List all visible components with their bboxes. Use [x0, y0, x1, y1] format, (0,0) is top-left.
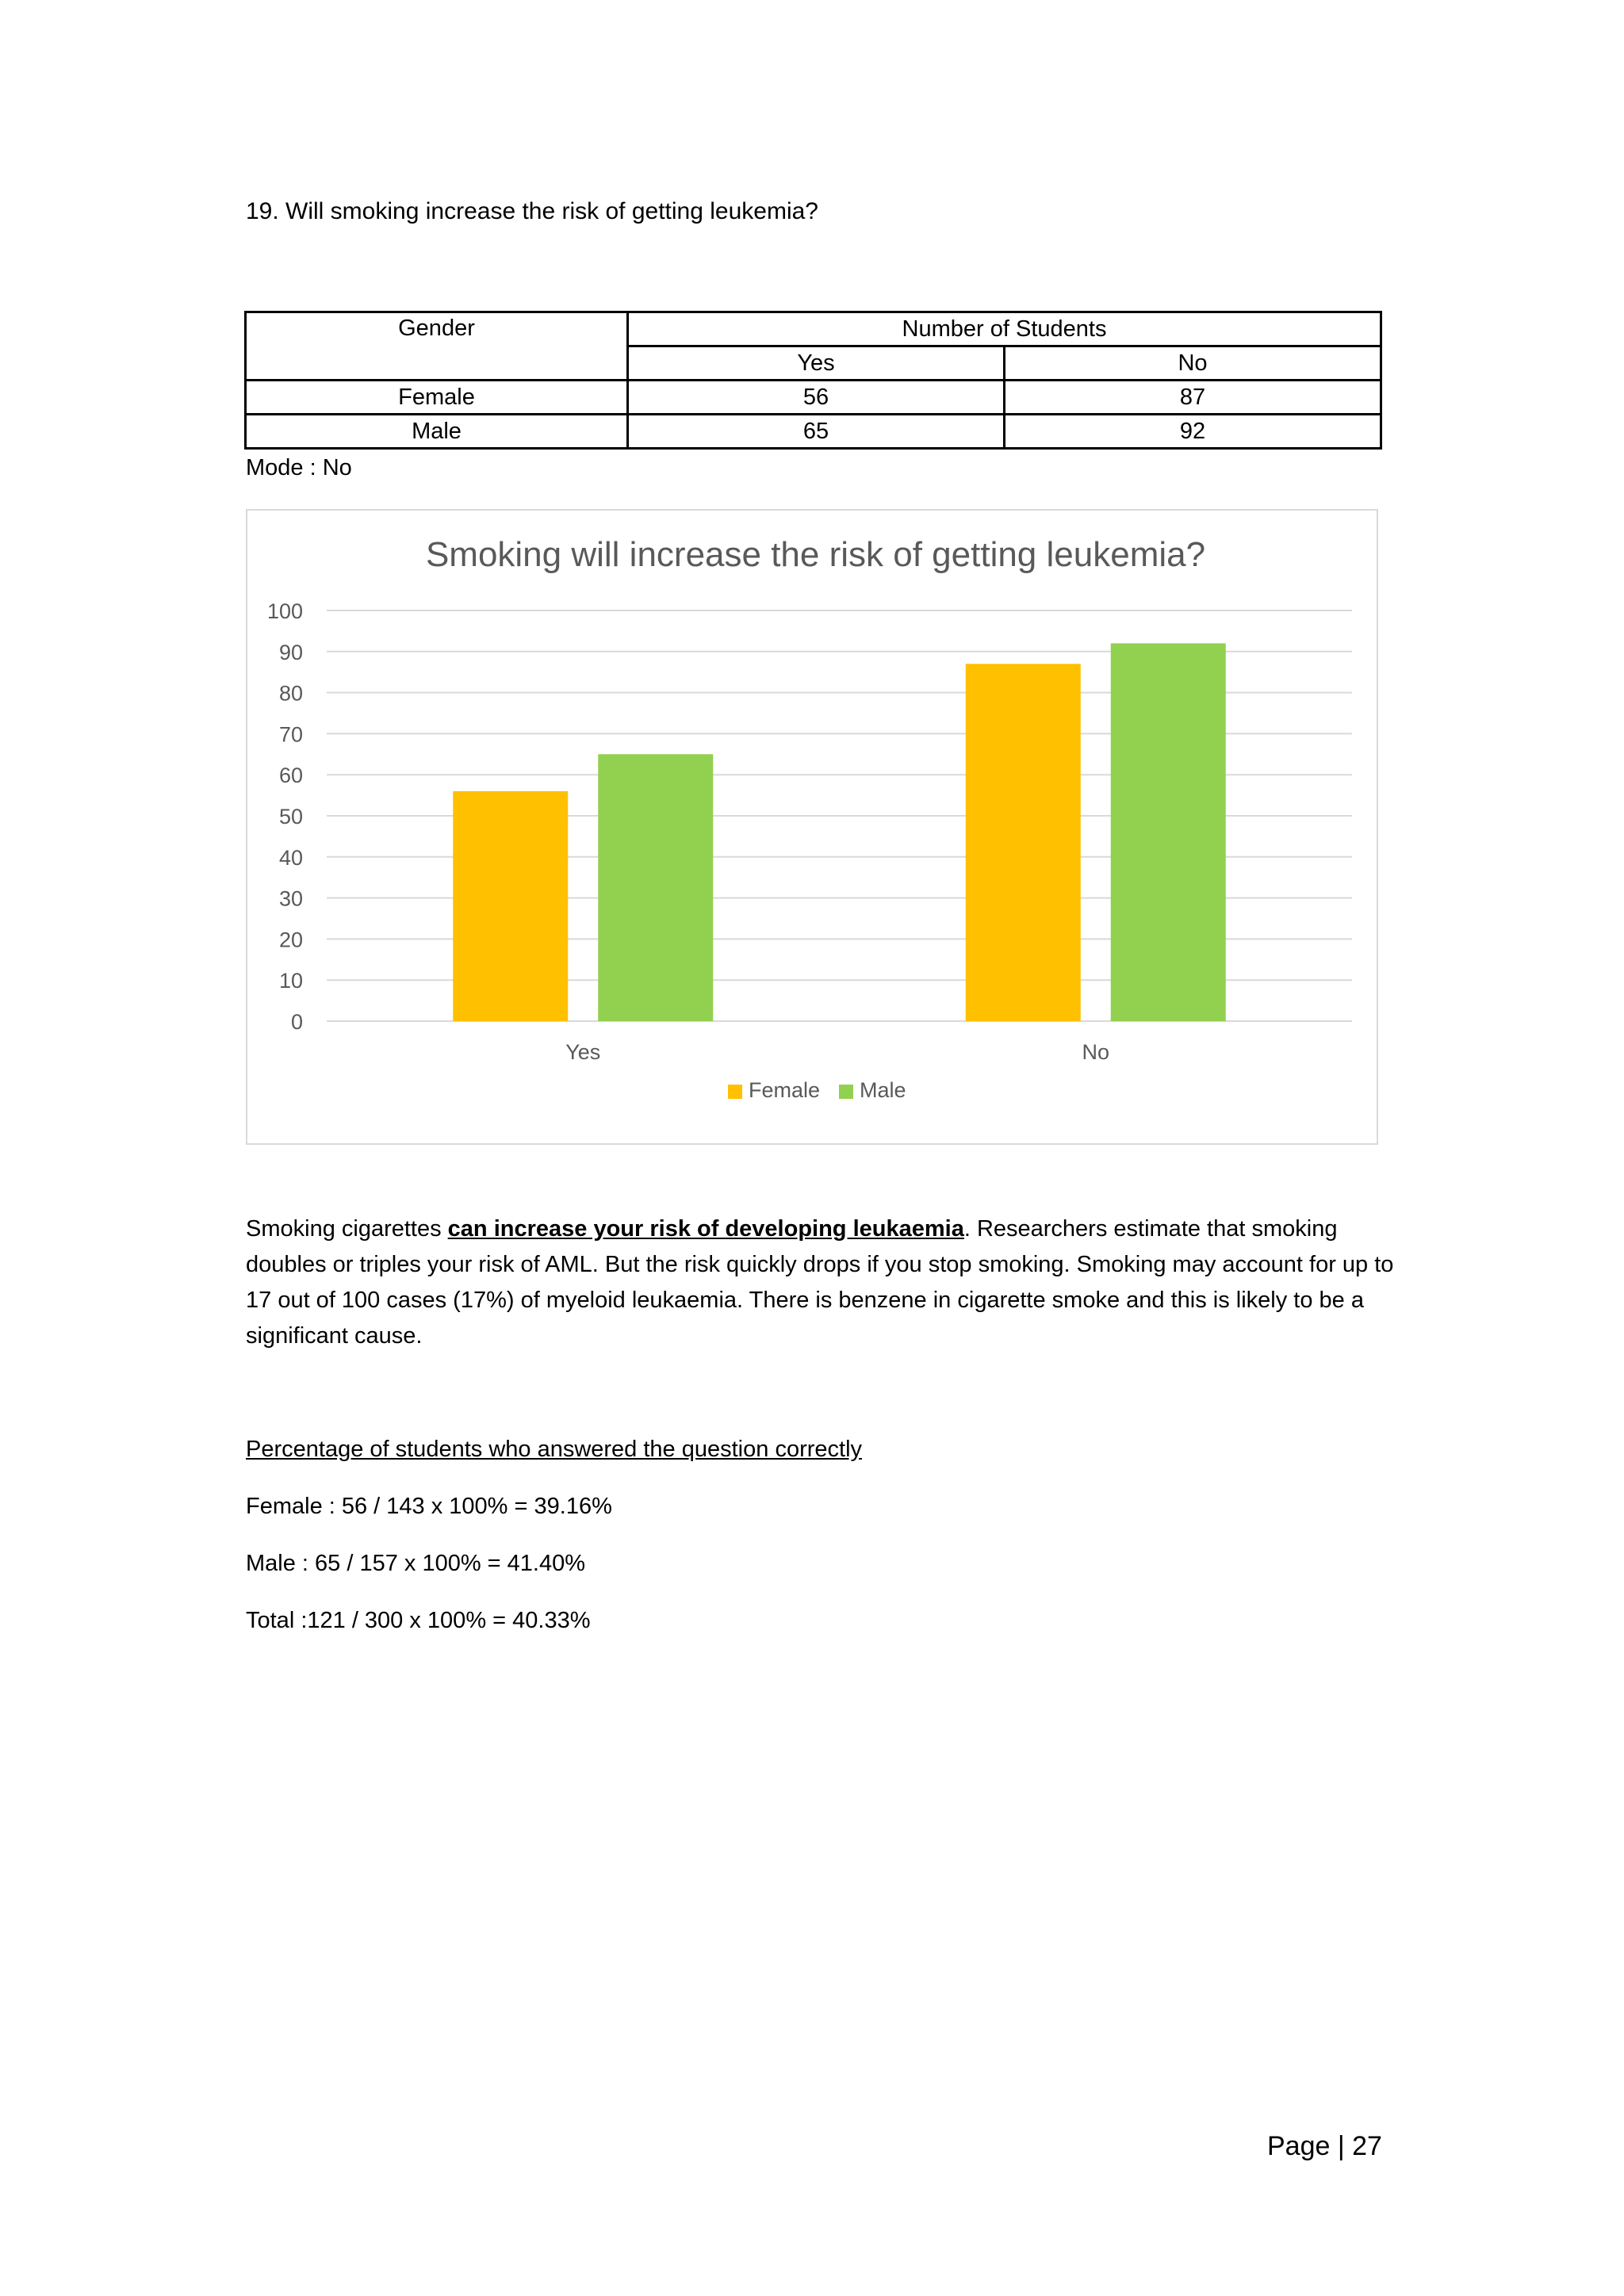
count-header: Number of Students: [628, 312, 1381, 346]
paragraph-lead: Smoking cigarettes: [246, 1216, 448, 1242]
row-no: 87: [1005, 381, 1381, 415]
y-tick-label: 70: [278, 722, 303, 747]
bar-female-no: [966, 664, 1081, 1021]
source-link[interactable]: can increase your risk of developing leukaemia: [447, 1216, 964, 1242]
table-header-row: [246, 312, 1381, 346]
row-yes: 65: [628, 415, 1005, 449]
question-title: 19. Will smoking increase the risk of getting leukemia?: [246, 198, 818, 224]
y-tick-label: 40: [278, 845, 303, 870]
y-tick-label: 0: [290, 1010, 303, 1034]
legend-label-female: Female: [749, 1078, 821, 1102]
legend-swatch-male: [839, 1085, 853, 1099]
y-tick-label: 30: [278, 886, 303, 911]
bar-female-yes: [453, 791, 568, 1021]
row-yes: 56: [628, 381, 1005, 415]
gender-header: Gender: [246, 312, 628, 381]
bar-chart: [246, 509, 1378, 1145]
legend-swatch-female: [728, 1085, 742, 1099]
no-header: No: [1005, 346, 1381, 381]
y-tick-label: 90: [278, 640, 303, 664]
mode-text: Mode : No: [246, 455, 352, 480]
yes-header: Yes: [628, 346, 1005, 381]
bar-male-no: [1111, 643, 1226, 1021]
y-tick-label: 50: [278, 805, 303, 828]
y-tick-label: 20: [278, 928, 303, 952]
chart-title: Smoking will increase the risk of getting leukemia?: [425, 535, 1206, 574]
explanation-paragraph: [246, 1211, 1396, 1354]
percentage-heading: Percentage of students who answered the question correctly: [246, 1437, 863, 1462]
y-tick-label: 10: [278, 969, 303, 993]
y-tick-label: 100: [266, 599, 303, 623]
y-tick-label: 80: [278, 681, 303, 706]
row-gender: Female: [246, 381, 628, 415]
chart-svg: [247, 511, 1380, 1146]
survey-table: [244, 311, 1382, 450]
row-no: 92: [1005, 415, 1381, 449]
bar-male-yes: [598, 754, 713, 1021]
female-percentage: Female : 56 / 143 x 100% = 39.16%: [246, 1494, 612, 1519]
table-row: [246, 415, 1381, 449]
row-gender: Male: [246, 415, 628, 449]
x-tick-label: No: [1082, 1040, 1110, 1064]
legend-label-male: Male: [860, 1078, 906, 1102]
table-row: [246, 381, 1381, 415]
paragraph-rest: . Researchers estimate that smoking doubles or triples your risk of AML. But the risk quickly drops if you stop smoking. Smoking may account for up to 17 out of 100 cases (17%) of myeloid leukaemia. There is benzene in cigarette smoke and this is likely to be a significant cause.: [246, 1216, 1394, 1349]
x-tick-label: Yes: [565, 1040, 601, 1064]
page-number: Page | 27: [1267, 2131, 1382, 2161]
male-percentage: Male : 65 / 157 x 100% = 41.40%: [246, 1551, 586, 1576]
y-tick-label: 60: [278, 763, 303, 788]
total-percentage: Total :121 / 300 x 100% = 40.33%: [246, 1608, 591, 1633]
